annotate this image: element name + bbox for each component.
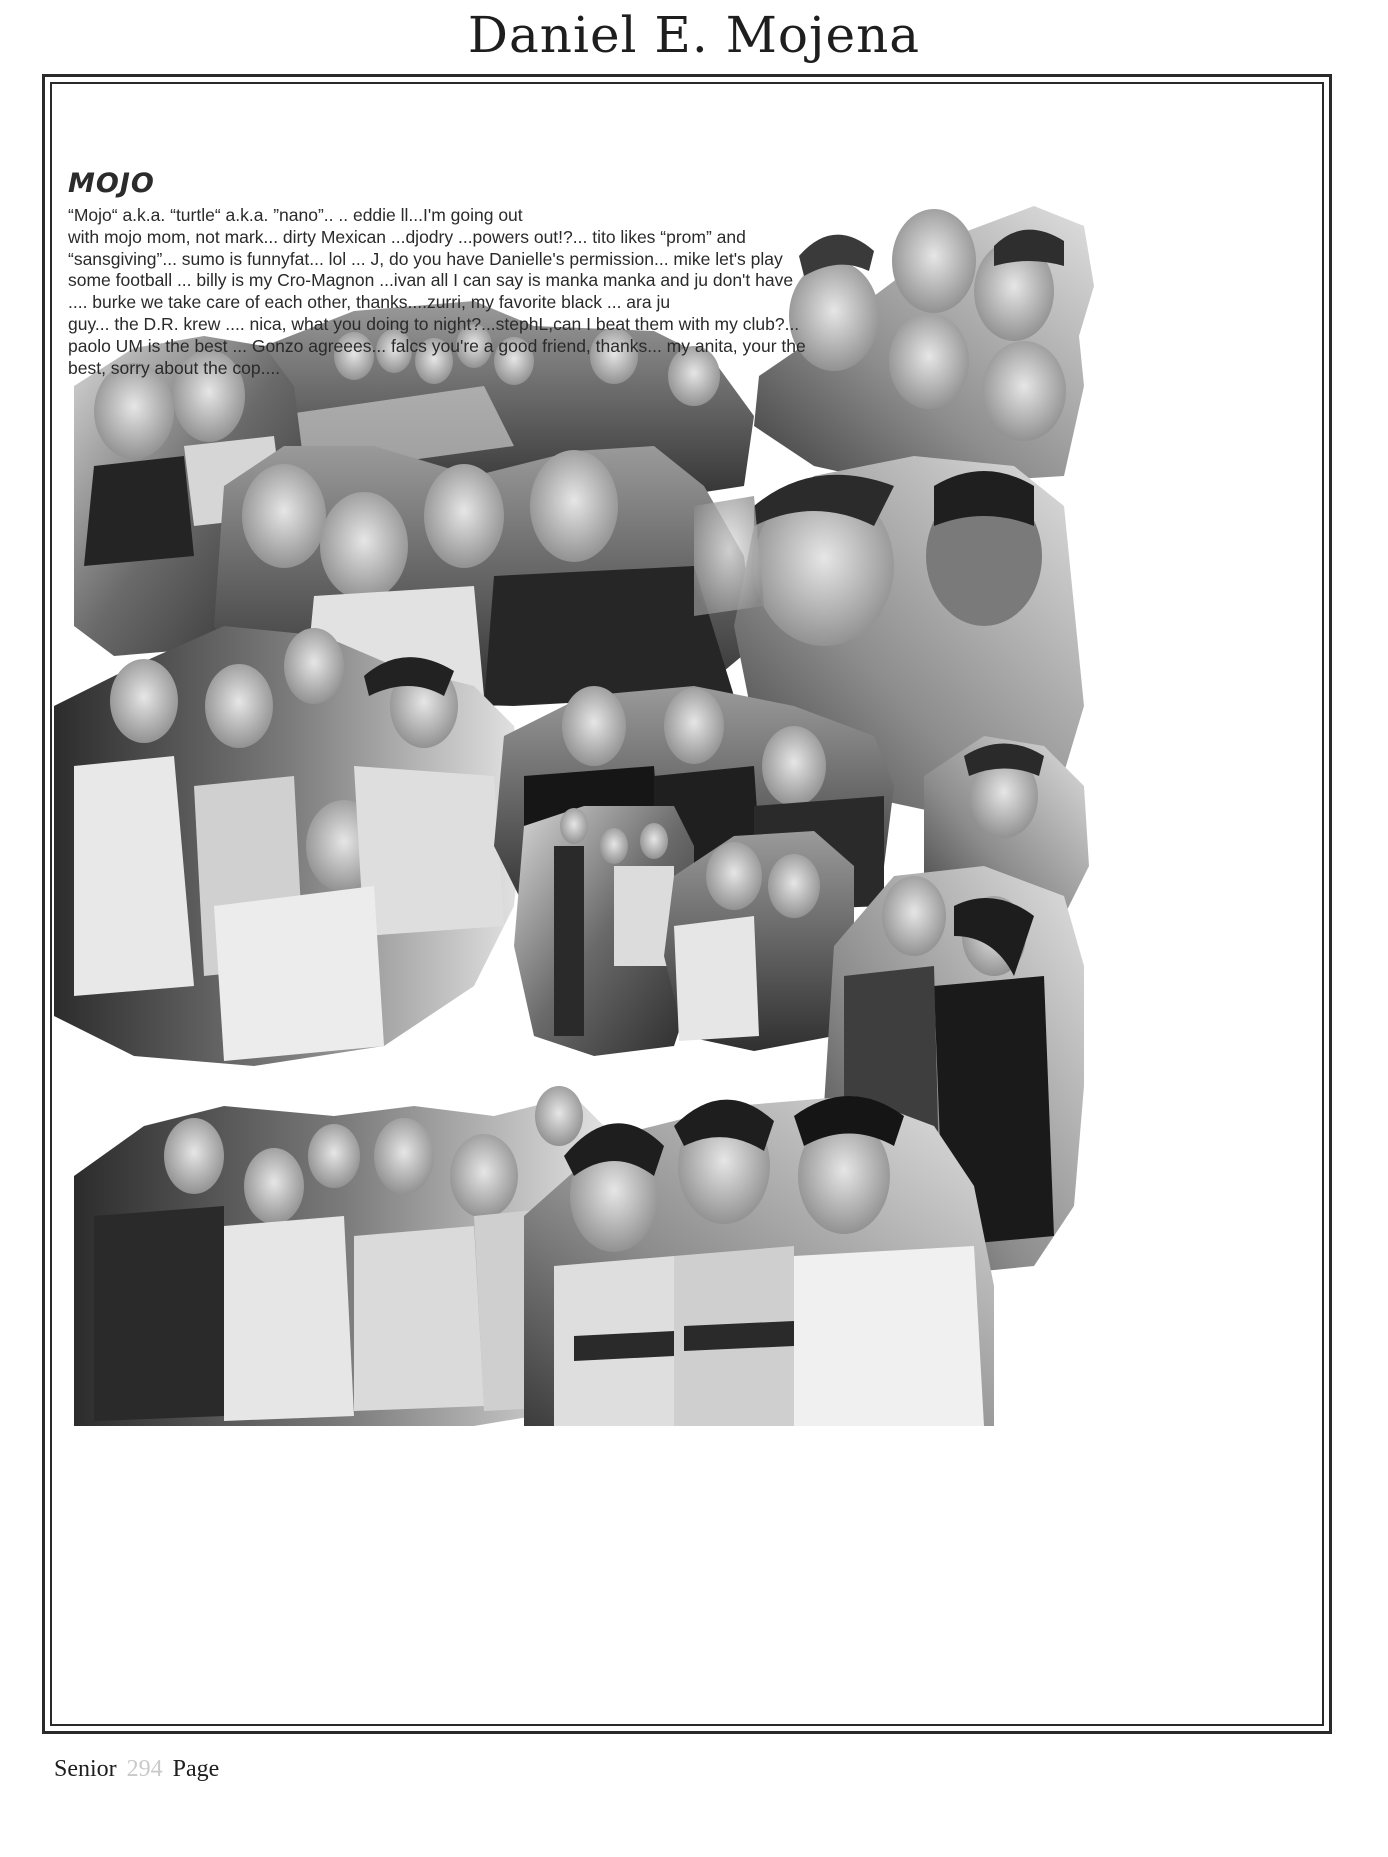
bio-line: some football ... billy is my Cro-Magnon ...ivan all I can say is manka manka and ju don't have [68, 270, 794, 291]
park-group-photo [514, 806, 694, 1056]
flexing-boys-photo [54, 626, 524, 1066]
footer-label-left: Senior [54, 1756, 117, 1782]
bio-line: with mojo mom, not mark... dirty Mexican ...djodry ...powers out!?... tito likes “prom” and [68, 226, 746, 247]
footer-label-right: Page [172, 1756, 220, 1782]
bio-line: paolo UM is the best ... Gonzo agreees... falcs you're a good friend, thanks... my anita, your the [68, 335, 806, 356]
page-number: 294 [126, 1756, 163, 1782]
page-title: Daniel E. Mojena [467, 6, 921, 64]
nickname-heading: MOJO [68, 168, 155, 199]
page-footer [54, 1756, 219, 1783]
cheerleaders-photo [524, 1096, 994, 1426]
couple-hug-photo [664, 831, 854, 1051]
bio-line: “Mojo“ a.k.a. “turtle“ a.k.a. ”nano”.. .. eddie ll...I'm going out [68, 205, 523, 225]
bio-line: best, sorry about the cop.... [68, 357, 281, 378]
bio-line: guy... the D.R. krew .... nica, what you doing to night?...stephL,can I beat them with my club?... [68, 313, 800, 334]
bio-line: .... burke we take care of each other, thanks....zurri, my favorite black ... ara ju [68, 292, 671, 313]
bio-line: “sansgiving”... sumo is funnyfat... lol ... J, do you have Danielle's permission... mike let's play [68, 248, 783, 269]
bio-text [68, 205, 938, 379]
